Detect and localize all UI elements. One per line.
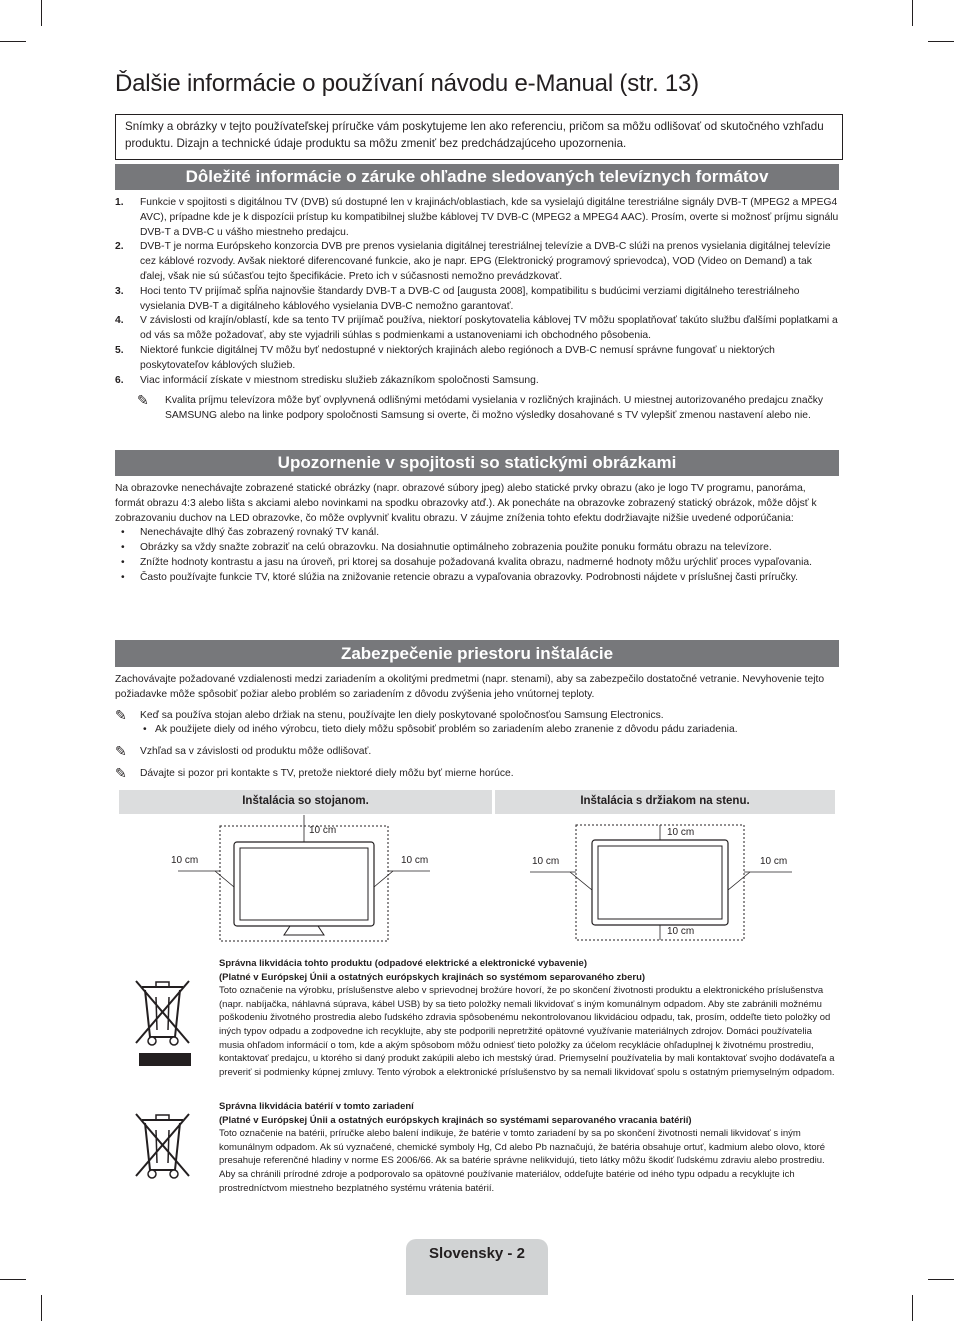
weee-bin-icon: [130, 975, 195, 1070]
crop-mark: [912, 0, 913, 26]
disposal-title: Správna likvidácia batérií v tomto zariadení: [219, 1101, 414, 1112]
item-text: Viac informácií získate v miestnom stredisku služieb zákazníkom spoločnosti Samsung.: [140, 374, 539, 386]
note-text: Dávajte si pozor pri kontakte s TV, pretože niektoré diely môžu byť mierne horúce.: [140, 767, 514, 779]
distance-label-right: 10 cm: [401, 855, 429, 866]
section-heading-installation: Zabezpečenie priestoru inštalácie: [115, 640, 839, 667]
installation-body: [115, 673, 835, 782]
disposal-subtitle: (Platné v Európskej Únii a ostatných európskych krajinách so systémami separovaného vracania batérií): [219, 1114, 692, 1126]
item-number: 1.: [115, 197, 124, 208]
item-number: 6.: [115, 374, 124, 386]
pen-note-icon: ✎: [115, 743, 127, 760]
disposal-subtitle: (Platné v Európskej Únii a ostatných európskych krajinách so systémom separovaného zberu): [219, 971, 646, 983]
list-item: [115, 374, 839, 389]
disposal-text: Toto označenie na výrobku, príslušenstve alebo v sprievodnej brožúre hovorí, že po skončení životnosti produktu a elektronického príslušenstva (napr. nabíjačka, náhlavná súprava, kábel USB) by sa tieto položky nemali likvidovať s iným komunálnym odpadom. Aby ste zabránili možnému poškodeniu životného prostredia alebo ľudského zdravia spôsobenému nekontrolovanou likvidáciou odpadu, tak, prosím, oddeľte tieto položky od iných typov odpadu a zodpovedne ich recyklujte, aby ste podporili nepretržité opätovné využívanie materiálnych zdrojov. Domáci používatelia musia ohľadom informácií o tom, kde a akým spôsobom môžu odniesť tieto položky za účelom recyklácie ohľaduplnej k životnému prostrediu, kontaktovať predajcu, u ktorého si daný produkt zakúpili alebo ich mestský úrad. Priemyselní používatelia by mali kontaktovať svojho dodávateľa a preveriť si podmienky kúpnej zmluvy. Tento výrobok a elektronické príslušenstvo by sa nemali likvidovať spolu s ostatným priemyselným odpadom.: [219, 985, 835, 1078]
distance-label-right: 10 cm: [760, 856, 788, 867]
note-item: [115, 745, 835, 760]
pen-note-icon: ✎: [137, 392, 149, 409]
reception-note: [115, 394, 839, 424]
sub-bullet-item: • Ak použijete diely od iného výrobcu, tieto diely môžu spôsobiť problém so zariadením alebo zranenie z dôvodu pádu zariadenia.: [115, 723, 835, 738]
bullet-item: • Znížte hodnoty kontrastu a jasu na úroveň, pri ktorej sa dosahuje požadovaná kvalita obrazu, nadmerné hodnoty môžu urýchliť proces vypaľovania.: [115, 556, 835, 571]
page-title: Ďalšie informácie o používaní návodu e-Manual (str. 13): [115, 70, 699, 97]
item-text: V závislosti od krajín/oblastí, kde sa tento TV prijímač používa, niektorí poskytovatelia káblovej TV môžu spoplatňovať takúto službu ďalšími poplatkami a od vás sa môže požadovať, aby ste vyjadrili súhlas s podmienkami a ustanoveniami ich obchodného pôsobenia.: [140, 315, 838, 342]
warranty-list: [115, 196, 839, 424]
distance-label-top: 10 cm: [667, 827, 695, 838]
install-wall-heading: Inštalácia s držiakom na stenu.: [495, 790, 835, 814]
bullet-item: • Často používajte funkcie TV, ktoré slúžia na znižovanie retencie obrazu a vypaľovania obrazovky. Podrobnosti nájdete v príslušnej časti príručky.: [115, 571, 835, 586]
crop-mark: [0, 1279, 26, 1280]
item-number: 2.: [115, 241, 124, 253]
bullet-item: • Obrázky sa vždy snažte zobraziť na celú obrazovku. Na dosiahnutie optimálneho zobrazenia použite ponuku formátu obrazu na televízore.: [115, 541, 835, 556]
note-text: Vzhľad sa v závislosti od produktu môže odlišovať.: [140, 746, 372, 758]
crop-mark: [928, 41, 954, 42]
crop-mark: [41, 0, 42, 26]
list-item: [115, 240, 839, 284]
intro-paragraph: Zachovávajte požadované vzdialenosti medzi zariadením a okolitými predmetmi (napr. stenami), aby sa zabezpečilo dostatočné vetranie. Nevyhovenie tejto požiadavke môže spôsobiť požiar alebo problém so zariadením z dôvodu zvýšenia jeho vnútornej teploty.: [115, 674, 825, 700]
list-item: [115, 285, 839, 315]
item-text: Niektoré funkcie digitálnej TV môžu byť nedostupné v niektorých krajinách alebo regiónoch a DVB-C nemusí správne fungovať u niektorých poskytovateľov káblových služieb.: [140, 344, 775, 371]
list-item: [115, 344, 839, 374]
disposal-battery-block: [219, 1100, 835, 1195]
disposal-title: Správna likvidácia tohto produktu (odpadové elektrické a elektronické vybavenie): [219, 958, 587, 969]
distance-label-left: 10 cm: [171, 855, 199, 866]
section-heading-static-images: Upozornenie v spojitosti so statickými obrázkami: [115, 450, 839, 476]
battery-bin-icon: [130, 1110, 195, 1185]
distance-label-top: 10 cm: [309, 825, 337, 836]
distance-label-left: 10 cm: [532, 856, 560, 867]
item-text: DVB-T je norma Európskeho konzorcia DVB pre prenos vysielania digitálnej terestriálnej televízie a DVB-C slúži na prenos vysielania digitálnej televízie cez káblové rozvody. Avšak niektoré diferencované funkcie, ako je napr. EPG (Elektronický programový sprievodca), VOD (Video on Demand) a tak ďalej, však nie sú súčasťou tejto špecifikácie. Preto ich v súčasnosti nemožno prevádzkovať.: [140, 241, 831, 282]
disposal-product-block: [219, 957, 835, 1079]
note-item: [115, 706, 835, 724]
bullet-item: • Nenechávajte dlhý čas zobrazený rovnaký TV kanál.: [115, 526, 835, 541]
pen-note-icon: ✎: [115, 706, 127, 723]
note-text: Kvalita príjmu televízora môže byť ovplyvnená odlišnými metódami vysielania v rozličných krajinách. U miestnej autorizovaného predajcu značky SAMSUNG alebo na linke podpory spoločnosti Samsung si overte, či možno výsledky dosahované s TV vylepšiť zmenou nastavení alebo nie.: [165, 395, 824, 422]
list-item: [115, 196, 839, 240]
crop-mark: [41, 1295, 42, 1321]
note-text: Keď sa používa stojan alebo držiak na stenu, používajte len diely poskytované spoločnosťou Samsung Electronics.: [140, 709, 664, 721]
crop-mark: [928, 1279, 954, 1280]
item-number: 3.: [115, 285, 124, 297]
distance-label-bottom: 10 cm: [667, 926, 695, 937]
section-heading-warranty: Dôležité informácie o záruke ohľadne sledovaných televíznych formátov: [115, 164, 839, 190]
install-stand-heading: Inštalácia so stojanom.: [119, 790, 492, 814]
note-item: [115, 764, 835, 782]
item-text: Funkcie v spojitosti s digitálnou TV (DVB) sú dostupné len v krajinách/oblastiach, kde sa vysielajú digitálne terestriálne signály DVB-T (MPEG2 a MPEG4 AVC), prípadne kde je k dispozícii prístup ku kompatibilnej službe káblovej TV DVB-C (MPEG2 a MPEG4 AAC). Prosím, overte si možnosť príjmu signálu DVB-T a DVB-C u vášho miestneho predajcu.: [140, 197, 839, 238]
list-item: [115, 314, 839, 344]
crop-mark: [0, 41, 26, 42]
crop-mark: [912, 1295, 913, 1321]
item-number: 4.: [115, 315, 124, 327]
item-text: Hoci tento TV prijímač spĺňa najnovšie štandardy DVB-T a DVB-C od [augusta 2008], kompatibilitu s budúcimi verziami digitálneho terestriálneho vysielania DVB-T a digitálneho káblového vysielania DVB-C nemožno garantovať.: [140, 285, 800, 312]
pen-note-icon: ✎: [115, 764, 127, 781]
page-number-tab: Slovensky - 2: [406, 1239, 548, 1295]
disposal-text: Toto označenie na batérii, príručke alebo balení indikuje, že batérie v tomto zariadení by sa po skončení životnosti nemali likvidovať s iným komunálnym odpadom. Ak sú vyznačené, chemické symboly Hg, Cd alebo Pb naznačujú, že batéria obsahuje ortuť, kadmium alebo olovo, ktoré presahuje referenčné hladiny v norme ES 2006/66. Ak sa batérie správne nelikvidujú, tieto látky môžu škodiť ľudskému zdraviu alebo prostrediu. Aby sa chránili prírodné zdroje a podporovalo sa opätovné používanie materiálov, oddeľujte batérie od iného typu odpadu a recyklujte ich prostredníctvom miestneho bezplatného systému vrátenia batérií.: [219, 1128, 826, 1194]
stand-installation-diagram: [150, 815, 460, 945]
intro-paragraph: Na obrazovke nenechávajte zobrazené statické obrázky (napr. obrazové súbory jpeg) alebo statické prvky obrazu (ako je logo TV programu, panoráma, formát obrazu 4:3 alebo lišta s akciami alebo novinkami na spodku obrazovky atď.). Ak ponecháte na obrazovke zobrazený statický obrázok, môže dôjsť k zobrazovaniu duchov na LED obrazovke, čo môže ovplyvniť kvalitu obrazu. V záujme zníženia tohto efektu dodržiavajte nižšie uvedené odporúčania:: [115, 483, 817, 524]
notice-box: Snímky a obrázky v tejto používateľskej príručke vám poskytujeme len ako referenciu, pričom sa môžu odlišovať od skutočného vzhľadu produktu. Dizajn a technické údaje produktu sa môžu zmeniť bez predchádzajúceho upozornenia.: [115, 114, 843, 160]
item-number: 5.: [115, 344, 124, 356]
static-images-body: [115, 482, 835, 586]
